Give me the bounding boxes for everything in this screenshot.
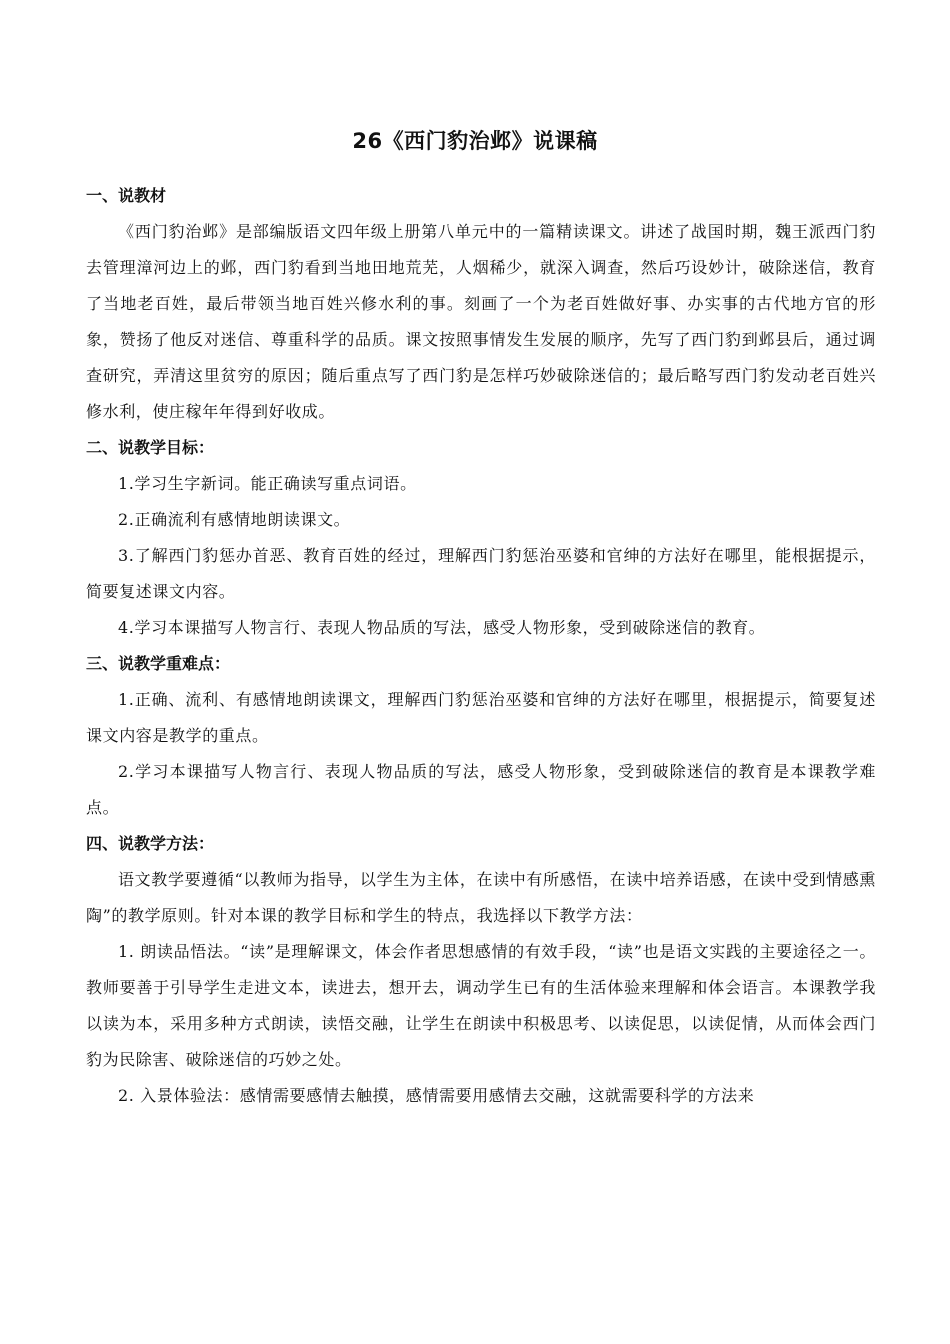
- list-item: 4.学习本课描写人物言行、表现人物品质的写法，感受人物形象，受到破除迷信的教育。: [118, 618, 766, 637]
- section-heading: 四、说教学方法：: [86, 834, 215, 853]
- section-heading: 二、说教学目标：: [86, 438, 215, 457]
- paragraph: 《西门豹治邺》是部编版语文四年级上册第八单元中的一篇精读课文。讲述了战国时期，魏王派西门豹去管理漳河边上的邺，西门豹看到当地田地荒芜，人烟稀少，就深入调查，然后巧设妙计，破除迷信，教育了当地老百姓，最后带领当地百姓兴修水利的事。刻画了一个为老百姓做好事、办实事的古代地方官的形象，赞扬了他反对迷信、尊重科学的品质。课文按照事情发生发展的顺序，先写了西门豹到邺县后，通过调查研究，弄清这里贫穷的原因；随后重点写了西门豹是怎样巧妙破除迷信的；最后略写西门豹发动老百姓兴修水利，使庄稼年年得到好收成。: [86, 222, 876, 421]
- list-item: 2. 入景体验法：感情需要感情去触摸，感情需要用感情去交融，这就需要科学的方法来: [118, 1086, 755, 1105]
- list-item: 2.学习本课描写人物言行、表现人物品质的写法，感受人物形象，受到破除迷信的教育是本课教学难点。: [86, 762, 876, 817]
- list-item: 1. 朗读品悟法。“读”是理解课文，体会作者思想感情的有效手段，“读”也是语文实践的主要途径之一。教师要善于引导学生走进文本，读进去，想开去，调动学生已有的生活体验来理解和体会语言。本课教学我以读为本，采用多种方式朗读，读悟交融，让学生在朗读中积极思考、以读促思，以读促情，从而体会西门豹为民除害、破除迷信的巧妙之处。: [86, 942, 876, 1069]
- list-item: 3.了解西门豹惩办首恶、教育百姓的经过，理解西门豹惩治巫婆和官绅的方法好在哪里，能根据提示，简要复述课文内容。: [86, 546, 876, 601]
- section-teaching-methods: [86, 826, 876, 1114]
- page-title: 26《西门豹治邺》说课稿: [352, 129, 598, 153]
- section-key-difficult-points: [86, 646, 876, 826]
- section-teaching-goals: [86, 430, 876, 646]
- list-item: 2.正确流利有感情地朗读课文。: [118, 510, 351, 529]
- list-item: 1.学习生字新词。能正确读写重点词语。: [118, 474, 417, 493]
- list-item: 1.正确、流利、有感情地朗读课文，理解西门豹惩治巫婆和官绅的方法好在哪里，根据提示，简要复述课文内容是教学的重点。: [86, 690, 876, 745]
- paragraph: 语文教学要遵循“以教师为指导，以学生为主体，在读中有所感悟，在读中培养语感，在读中受到情感熏陶”的教学原则。针对本课的教学目标和学生的特点，我选择以下教学方法：: [86, 870, 876, 925]
- section-heading: 三、说教学重难点：: [86, 654, 231, 673]
- document-body: [86, 178, 876, 1114]
- section-teaching-material: [86, 178, 876, 430]
- section-heading: 一、说教材: [86, 186, 167, 205]
